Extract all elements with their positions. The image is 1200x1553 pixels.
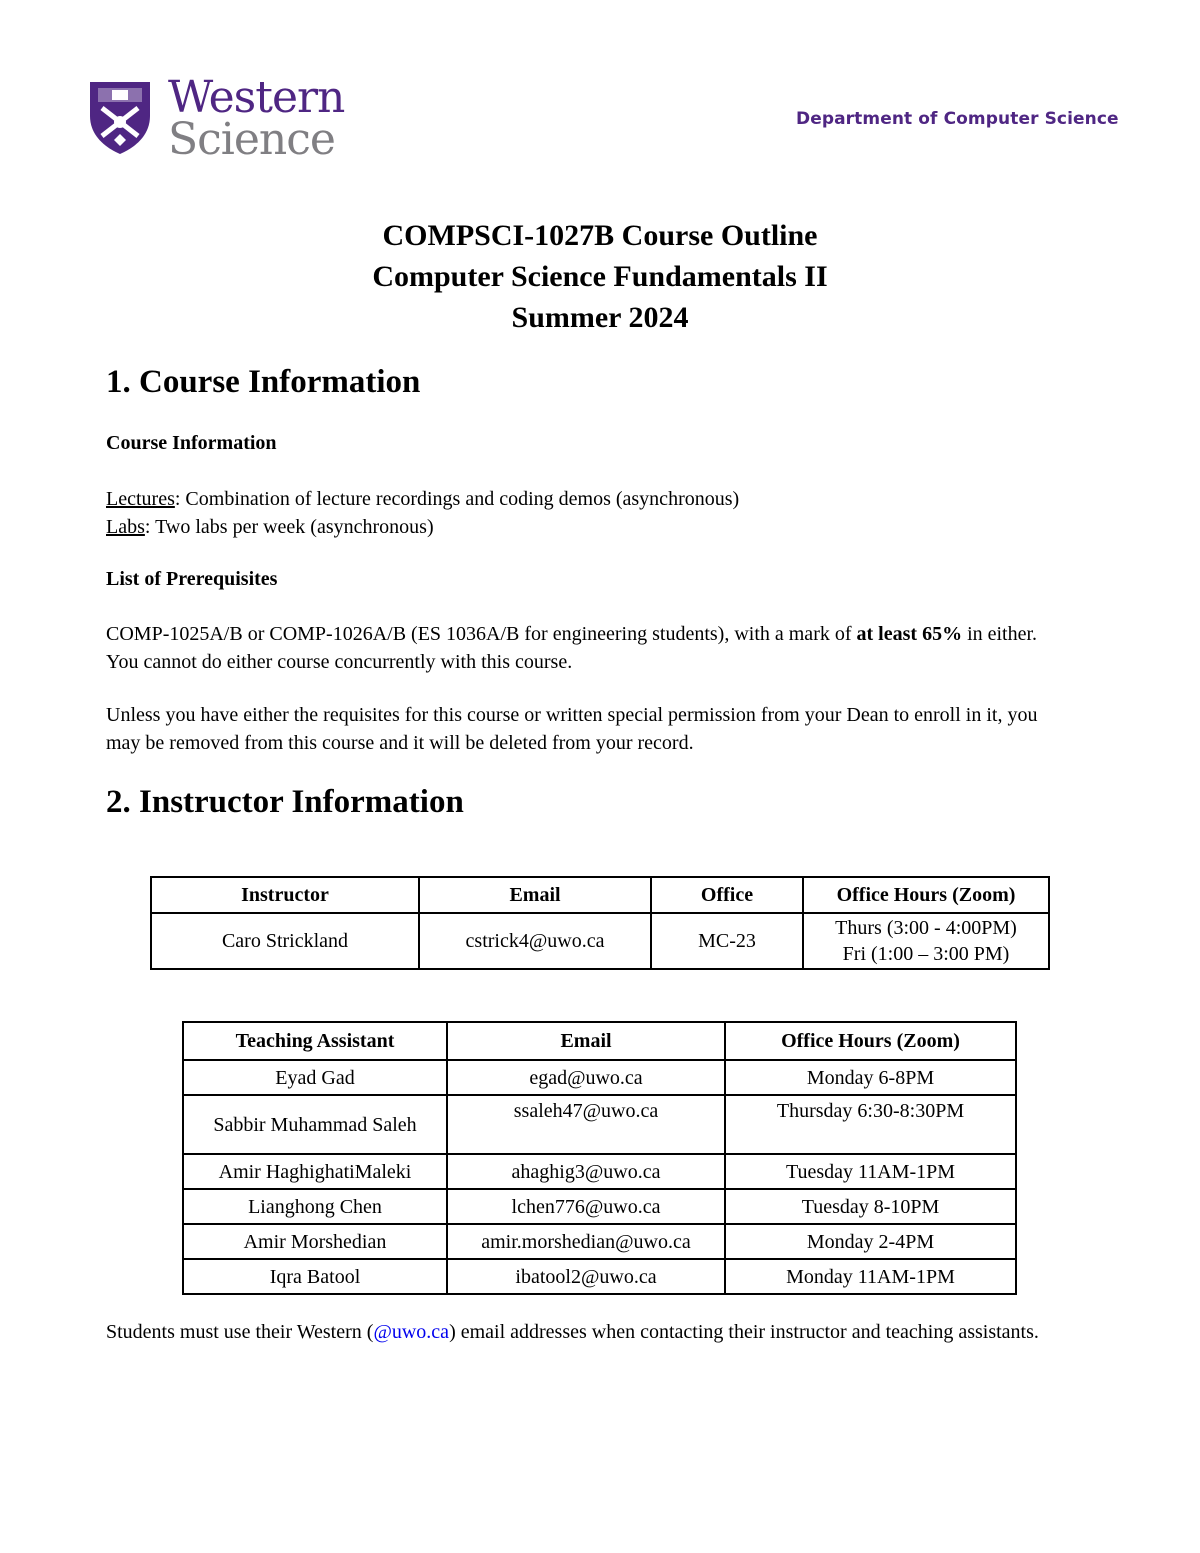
term-title: Summer 2024	[511, 301, 689, 334]
ta-hours: Monday 6-8PM	[725, 1060, 1016, 1095]
prereq-text-a: COMP-1025A/B or COMP-1026A/B (ES 1036A/B for engineering students), with a mark of	[106, 623, 857, 645]
instructor-office: MC-23	[651, 913, 803, 969]
document-title	[0, 215, 1200, 338]
ta-hours: Monday 11AM-1PM	[725, 1259, 1016, 1294]
teaching-assistant-table	[182, 1021, 1017, 1295]
prerequisites-text	[106, 620, 1066, 676]
ta-hours: Thursday 6:30-8:30PM	[725, 1095, 1016, 1154]
logo-wordmark-western: Western	[168, 72, 345, 123]
header-office: Office	[651, 877, 803, 913]
ta-name: Lianghong Chen	[183, 1189, 447, 1224]
instructor-table	[150, 876, 1050, 970]
table-row	[183, 1224, 1016, 1259]
header-ta-office-hours: Office Hours (Zoom)	[725, 1022, 1016, 1060]
table-row	[183, 1095, 1016, 1154]
header-ta-email: Email	[447, 1022, 725, 1060]
enrollment-notice: Unless you have either the requisites for this course or written special permission from your Dean to enroll in it, you may be removed from this course and it will be deleted from your record.	[106, 704, 1038, 754]
course-code-title: COMPSCI-1027B Course Outline	[382, 219, 818, 252]
labs-line	[106, 513, 1086, 541]
ta-hours: Tuesday 8-10PM	[725, 1189, 1016, 1224]
prereq-bold-b: 65%	[922, 623, 963, 645]
header-instructor: Instructor	[151, 877, 419, 913]
instructor-email: cstrick4@uwo.ca	[419, 913, 651, 969]
ta-name: Amir HaghighatiMaleki	[183, 1154, 447, 1189]
table-row	[183, 1259, 1016, 1294]
prerequisites-heading: List of Prerequisites	[106, 568, 278, 590]
header-office-hours: Office Hours (Zoom)	[803, 877, 1049, 913]
prereq-text-b: in either. You cannot do either course concurrently with this course.	[106, 623, 1038, 673]
ta-name: Iqra Batool	[183, 1259, 447, 1294]
table-row	[151, 913, 1049, 969]
western-science-logo	[88, 72, 348, 165]
header-email: Email	[419, 877, 651, 913]
ta-email: ibatool2@uwo.ca	[447, 1259, 725, 1294]
instructor-table-header	[151, 877, 1049, 913]
labs-text: : Two labs per week (asynchronous)	[144, 516, 434, 538]
department-name: Department of Computer Science	[796, 109, 1119, 129]
section-heading-course-information: 1. Course Information	[106, 364, 421, 400]
table-row	[183, 1060, 1016, 1095]
ta-email: lchen776@uwo.ca	[447, 1189, 725, 1224]
prereq-bold-a: at least	[856, 623, 918, 645]
ta-email: ahaghig3@uwo.ca	[447, 1154, 725, 1189]
ta-email: amir.morshedian@uwo.ca	[447, 1224, 725, 1259]
ta-hours: Monday 2-4PM	[725, 1224, 1016, 1259]
table-row	[183, 1189, 1016, 1224]
instructor-name: Caro Strickland	[151, 913, 419, 969]
email-note-text-b: ) email addresses when contacting their instructor and teaching assistants.	[449, 1321, 1039, 1343]
instructor-office-hours	[803, 913, 1049, 969]
lectures-text: : Combination of lecture recordings and coding demos (asynchronous)	[174, 488, 740, 510]
office-hours-friday: Fri (1:00 – 3:00 PM)	[842, 943, 1010, 965]
labs-label: Labs	[106, 516, 145, 538]
ta-name: Sabbir Muhammad Saleh	[183, 1095, 447, 1154]
course-format	[106, 485, 1086, 541]
subheading-course-information: Course Information	[106, 432, 277, 454]
ta-hours: Tuesday 11AM-1PM	[725, 1154, 1016, 1189]
email-note-text-a: Students must use their Western (	[106, 1321, 374, 1343]
lectures-line	[106, 485, 1086, 513]
email-policy-note	[106, 1318, 1046, 1346]
course-name-title: Computer Science Fundamentals II	[372, 260, 828, 293]
logo-wordmark-science: Science	[168, 114, 335, 165]
office-hours-thursday: Thurs (3:00 - 4:00PM)	[835, 917, 1017, 939]
ta-email: egad@uwo.ca	[447, 1060, 725, 1095]
header-teaching-assistant: Teaching Assistant	[183, 1022, 447, 1060]
uwo-email-link[interactable]: @uwo.ca	[373, 1321, 450, 1343]
lectures-label: Lectures	[106, 488, 175, 510]
section-heading-instructor-information: 2. Instructor Information	[106, 784, 464, 820]
ta-email: ssaleh47@uwo.ca	[447, 1095, 725, 1154]
ta-table-header	[183, 1022, 1016, 1060]
ta-name: Eyad Gad	[183, 1060, 447, 1095]
table-row	[183, 1154, 1016, 1189]
ta-name: Amir Morshedian	[183, 1224, 447, 1259]
university-shield-icon	[88, 78, 152, 156]
